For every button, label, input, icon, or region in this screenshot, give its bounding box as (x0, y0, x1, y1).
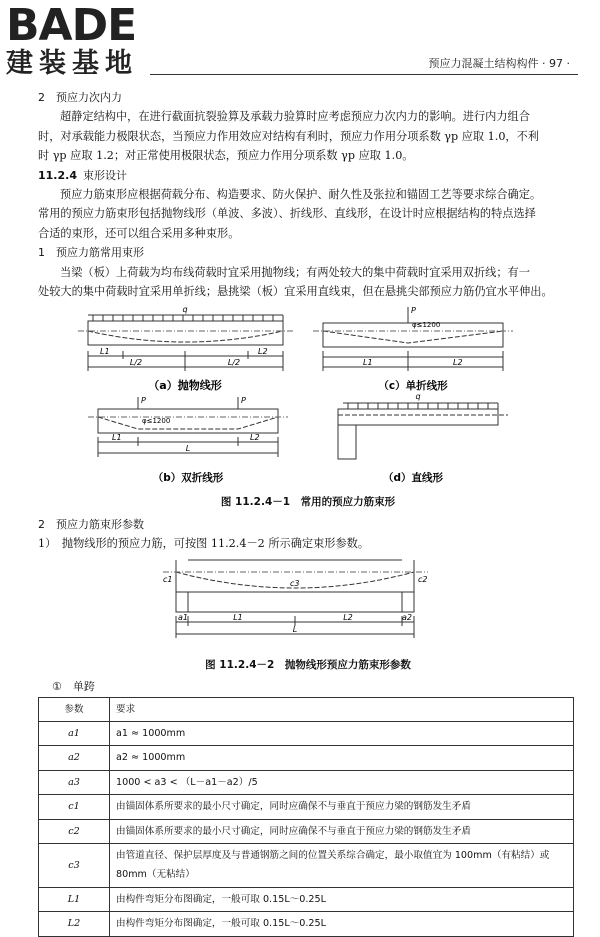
fig2-span-label: L (292, 624, 298, 634)
b-point-load-1: P (141, 396, 146, 406)
col-header-param: 参数 (39, 697, 110, 721)
page-header (0, 0, 600, 82)
s1124-line-3: 合适的束形，还可以组合采用多种束形。 (38, 226, 240, 240)
single-span-label: ① 单跨 (52, 680, 95, 694)
a-l1-label: L1 (100, 347, 110, 357)
b-point-load-2: P (241, 396, 246, 406)
logo-wordmark: BADE (6, 0, 137, 51)
requirement-cell: a2 ≈ 1000mm (110, 746, 574, 770)
requirement-cell: 由锚固体系所要求的最小尺寸确定，同时应确保不与垂直于预应力梁的钢筋发生矛盾 (110, 795, 574, 819)
figure-1-title: 图 11.2.4－1 常用的预应力筋束形 (220, 496, 396, 509)
sub1-line-2: 处较大的集中荷载时宜采用单折线；悬挑梁（板）宜采用直线束，但在悬挑尖部预应力筋仍宜水平伸出。 (38, 285, 553, 299)
figure-11-2-4-1 (38, 301, 578, 491)
param-cell: a2 (39, 746, 110, 770)
table-row (39, 887, 574, 911)
param-cell: a3 (39, 770, 110, 794)
logo-subtitle: 建装基地 (6, 48, 138, 79)
s1124-line-1: 预应力筋束形应根据荷载分布、构造要求、防火保护、耐久性及张拉和锚固工艺等要求综合确定。 (60, 188, 542, 202)
s1124-line-2: 常用的预应力筋束形包括抛物线形（单波、多波）、折线形、直线形，在设计时应根据结构的特点选择 (38, 207, 536, 221)
fig2-c2-label: c2 (418, 574, 428, 584)
subsection-1-title: 1 预应力筋常用束形 (38, 246, 144, 260)
requirement-cell: 由构件弯矩分布图确定，一般可取 0.15L～0.25L (110, 912, 574, 936)
fig2-c3-label: c3 (290, 578, 300, 588)
c-angle-label: φ≤1200 (412, 321, 441, 330)
figure-2-title: 图 11.2.4－2 抛物线形预应力筋束形参数 (205, 658, 411, 671)
diagram-c-single-fold (313, 306, 513, 371)
param-cell: a1 (39, 721, 110, 745)
sec2-line-3: 时 γp 应取 1.2；对正常使用极限状态，预应力作用分项系数 γp 应取 1.0。 (38, 149, 414, 163)
c-l2-label: L2 (453, 358, 463, 368)
parameter-table (38, 697, 574, 937)
table-row (39, 746, 574, 770)
caption-d: （d）直线形 (382, 472, 444, 485)
diagram-a-parabola (78, 305, 293, 371)
caption-b: （b）双折线形 (152, 472, 224, 485)
b-span-label: L (185, 444, 191, 454)
col-header-requirement: 要求 (110, 697, 574, 721)
d-load-label: q (415, 392, 421, 402)
section-2-title: 2 预应力次内力 (38, 91, 122, 104)
param-cell: L1 (39, 887, 110, 911)
param-cell: c2 (39, 819, 110, 843)
c-point-load: P (411, 306, 416, 316)
table-row (39, 770, 574, 794)
running-head: 预应力混凝土结构构件 · 97 · (428, 57, 570, 70)
c-l1-label: L1 (363, 358, 373, 368)
section-name: 束形设计 (82, 168, 127, 182)
diagram-b-double-fold (88, 396, 288, 457)
sec2-line-1: 超静定结构中，在进行截面抗裂验算及承载力验算时应考虑预应力次内力的影响。进行内力组合 (60, 110, 530, 124)
table-header-row (39, 697, 574, 721)
table-row (39, 819, 574, 843)
b-angle-label: φ≤1200 (142, 417, 171, 426)
figure-11-2-4-2 (38, 554, 578, 654)
requirement-cell: 由构件弯矩分布图确定，一般可取 0.15L～0.25L (110, 887, 574, 911)
b-l2-label: L2 (250, 433, 260, 443)
requirement-cell: a1 ≈ 1000mm (110, 721, 574, 745)
requirement-cell: 1000 < a3 < （L－a1－a2）/5 (110, 770, 574, 794)
sub1-line-1: 当梁（板）上荷载为均布线荷载时宜采用抛物线；有两处较大的集中荷载时宜采用双折线；有一 (60, 265, 530, 279)
a-half-span-1: L/2 (129, 358, 143, 368)
caption-c: （c）单折线形 (378, 380, 448, 393)
param-cell: c3 (39, 843, 110, 887)
fig2-l1-label: L1 (233, 612, 243, 622)
diagram-d-straight (338, 392, 508, 459)
section-11-2-4-title (38, 166, 578, 185)
section-number: 11.2.4 (38, 168, 77, 182)
table-row (39, 843, 574, 887)
header-rule (150, 74, 578, 75)
param-cell: L2 (39, 912, 110, 936)
fig2-a2-label: a2 (402, 612, 412, 622)
table-row (39, 795, 574, 819)
fig2-a1-label: a1 (178, 612, 188, 622)
sub2-item-1: 1） 抛物线形的预应力筋，可按图 11.2.4－2 所示确定束形参数。 (38, 537, 370, 551)
fig2-c1-label: c1 (163, 574, 173, 584)
a-l2-label: L2 (258, 347, 268, 357)
caption-a: （a）抛物线形 (148, 379, 222, 393)
b-l1-label: L1 (112, 433, 122, 443)
a-load-label: q (182, 305, 188, 315)
a-half-span-2: L/2 (227, 358, 241, 368)
subsection-2-title: 2 预应力筋束形参数 (38, 517, 144, 531)
fig2-l2-label: L2 (343, 612, 353, 622)
table-row (39, 721, 574, 745)
requirement-cell: 由管道直径、保护层厚度及与普通钢筋之间的位置关系综合确定，最小取值宜为 100mm（有粘结）或 80mm（无粘结） (110, 843, 574, 887)
param-cell: c1 (39, 795, 110, 819)
table-row (39, 912, 574, 936)
page-body (38, 88, 578, 937)
sec2-line-2: 时，对承载能力极限状态，当预应力作用效应对结构有利时，预应力作用分项系数 γp 应取 1.0，不利 (38, 129, 539, 143)
requirement-cell: 由锚固体系所要求的最小尺寸确定，同时应确保不与垂直于预应力梁的钢筋发生矛盾 (110, 819, 574, 843)
